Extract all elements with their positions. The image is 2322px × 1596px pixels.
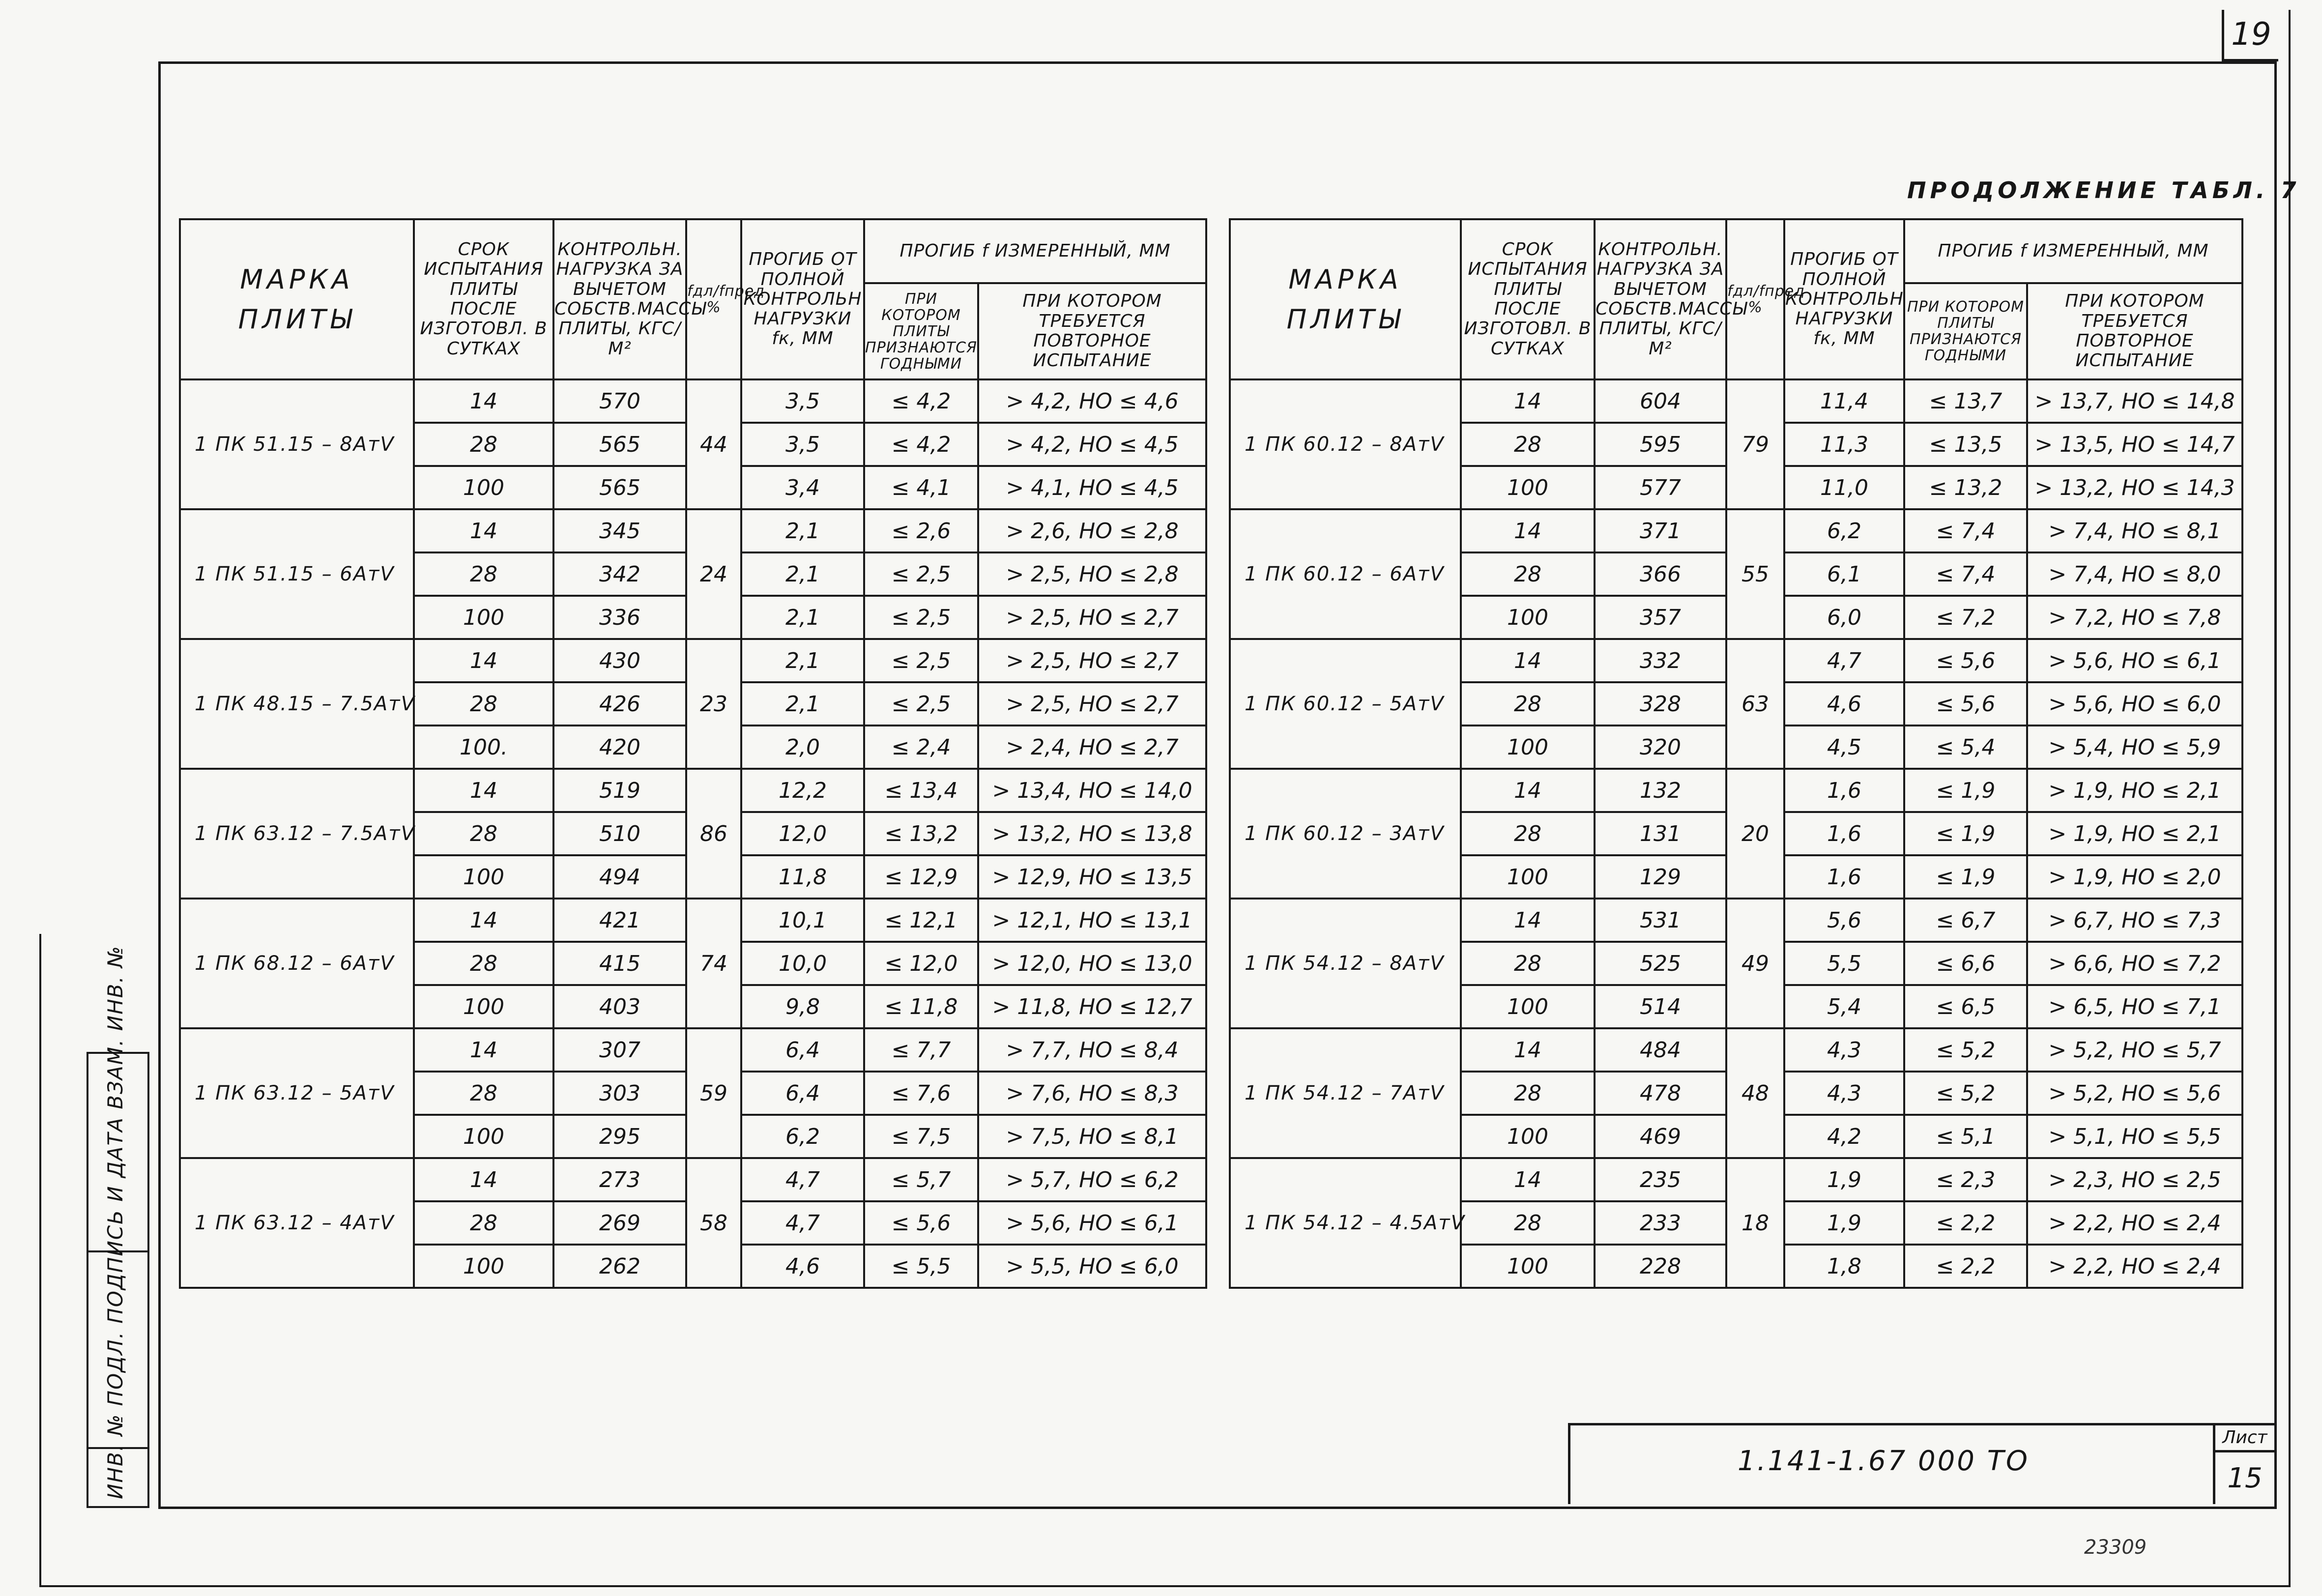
deflection-full: 4,6 [1784,682,1904,725]
control-load: 332 [1595,639,1726,682]
deflection-full: 3,5 [741,423,864,466]
deflection-retest: > 13,2, НО ≤ 13,8 [978,812,1206,855]
test-days: 100 [414,1115,553,1158]
deflection-fit: ≤ 1,9 [1904,855,2027,899]
table-row [1230,899,2242,942]
deflection-full: 10,1 [741,899,864,942]
ratio-percent: 23 [686,639,741,769]
deflection-full: 6,2 [741,1115,864,1158]
test-days: 14 [1461,379,1595,423]
plate-mark: 1 ПК 60.12 – 3АтⅤ [1230,769,1461,899]
deflection-retest: > 12,1, НО ≤ 13,1 [978,899,1206,942]
test-days: 100 [1461,466,1595,509]
plate-mark: 1 ПК 60.12 – 5АтⅤ [1230,639,1461,769]
deflection-full: 11,0 [1784,466,1904,509]
deflection-fit: ≤ 11,8 [864,985,978,1028]
deflection-full: 1,9 [1784,1158,1904,1201]
ratio-percent: 58 [686,1158,741,1288]
ratio-percent: 48 [1726,1028,1784,1158]
header-measured: ПРОГИБ f ИЗМЕРЕННЫЙ, ММ [864,219,1206,283]
deflection-full: 4,7 [1784,639,1904,682]
left-table [179,218,1207,1289]
deflection-fit: ≤ 2,2 [1904,1245,2027,1288]
deflection-retest: > 7,5, НО ≤ 8,1 [978,1115,1206,1158]
control-load: 595 [1595,423,1726,466]
deflection-retest: > 1,9, НО ≤ 2,0 [2027,855,2242,899]
deflection-fit: ≤ 5,7 [864,1158,978,1201]
deflection-fit: ≤ 7,4 [1904,509,2027,552]
plate-mark: 1 ПК 51.15 – 8АтⅤ [180,379,414,509]
control-load: 129 [1595,855,1726,899]
deflection-retest: > 5,7, НО ≤ 6,2 [978,1158,1206,1201]
sheet-edge-left [39,934,41,1585]
control-load: 357 [1595,596,1726,639]
table-row [180,639,1206,682]
test-days: 14 [1461,509,1595,552]
sheet-corner-number: 19 [2222,10,2278,61]
test-days: 100 [414,985,553,1028]
deflection-full: 4,3 [1784,1072,1904,1115]
test-days: 100 [1461,1245,1595,1288]
control-load: 484 [1595,1028,1726,1072]
test-days: 100 [1461,855,1595,899]
test-days: 14 [1461,1158,1595,1201]
deflection-fit: ≤ 13,5 [1904,423,2027,466]
deflection-fit: ≤ 5,2 [1904,1072,2027,1115]
deflection-fit: ≤ 5,6 [864,1201,978,1245]
control-load: 371 [1595,509,1726,552]
plate-mark: 1 ПК 63.12 – 4АтⅤ [180,1158,414,1288]
header-deflection-full: ПРОГИБ ОТ ПОЛНОЙ КОНТРОЛЬН НАГРУЗКИ fк, ММ [741,219,864,379]
side-strip-text: ИНВ. № ПОДЛ. ПОДПИСЬ И ДАТА ВЗАМ. ИНВ. № [103,945,127,1499]
header-ratio: fдл/fпред % [1726,219,1784,379]
header-term: СРОК ИСПЫТАНИЯ ПЛИТЫ ПОСЛЕ ИЗГОТОВЛ. В СУТКАХ [1461,219,1595,379]
test-days: 28 [1461,1201,1595,1245]
deflection-retest: > 13,4, НО ≤ 14,0 [978,769,1206,812]
deflection-retest: > 6,6, НО ≤ 7,2 [2027,942,2242,985]
test-days: 28 [1461,682,1595,725]
test-days: 14 [414,1158,553,1201]
control-load: 510 [553,812,686,855]
table-row [1230,1028,2242,1072]
deflection-retest: > 13,2, НО ≤ 14,3 [2027,466,2242,509]
control-load: 336 [553,596,686,639]
control-load: 295 [553,1115,686,1158]
deflection-full: 5,6 [1784,899,1904,942]
deflection-full: 6,2 [1784,509,1904,552]
deflection-full: 1,6 [1784,855,1904,899]
list-label: Лист [2213,1425,2274,1452]
table-row [180,1158,1206,1201]
deflection-retest: > 7,2, НО ≤ 7,8 [2027,596,2242,639]
control-load: 421 [553,899,686,942]
deflection-retest: > 7,4, НО ≤ 8,1 [2027,509,2242,552]
test-days: 100 [1461,985,1595,1028]
deflection-retest: > 6,5, НО ≤ 7,1 [2027,985,2242,1028]
header-load: КОНТРОЛЬН. НАГРУЗКА ЗА ВЫЧЕТОМ СОБСТВ.МАССЫ ПЛИТЫ, КГС/М² [1595,219,1726,379]
deflection-fit: ≤ 2,3 [1904,1158,2027,1201]
deflection-fit: ≤ 2,5 [864,552,978,596]
test-days: 100 [1461,596,1595,639]
header-ratio: fдл/fпред % [686,219,741,379]
deflection-fit: ≤ 2,5 [864,639,978,682]
control-load: 514 [1595,985,1726,1028]
plate-mark: 1 ПК 54.12 – 7АтⅤ [1230,1028,1461,1158]
deflection-retest: > 2,2, НО ≤ 2,4 [2027,1201,2242,1245]
deflection-fit: ≤ 13,2 [1904,466,2027,509]
header-fit: ПРИ КОТОРОМ ПЛИТЫ ПРИЗНАЮТСЯ ГОДНЫМИ [1904,283,2027,379]
deflection-full: 6,1 [1784,552,1904,596]
header-load: КОНТРОЛЬН. НАГРУЗКА ЗА ВЫЧЕТОМ СОБСТВ.МАССЫ ПЛИТЫ, КГС/М² [553,219,686,379]
deflection-fit: ≤ 4,2 [864,423,978,466]
deflection-full: 5,4 [1784,985,1904,1028]
ratio-percent: 18 [1726,1158,1784,1288]
test-days: 28 [414,423,553,466]
deflection-fit: ≤ 5,4 [1904,725,2027,769]
plate-mark: 1 ПК 63.12 – 7.5АтⅤ [180,769,414,899]
deflection-fit: ≤ 12,1 [864,899,978,942]
control-load: 469 [1595,1115,1726,1158]
control-load: 345 [553,509,686,552]
control-load: 131 [1595,812,1726,855]
document-code: 1.141-1.67 000 ТО [1738,1445,2030,1477]
table-row [180,1028,1206,1072]
deflection-retest: > 4,2, НО ≤ 4,5 [978,423,1206,466]
deflection-fit: ≤ 7,2 [1904,596,2027,639]
header-measured: ПРОГИБ f ИЗМЕРЕННЫЙ, ММ [1904,219,2242,283]
deflection-full: 11,4 [1784,379,1904,423]
deflection-full: 4,7 [741,1158,864,1201]
test-days: 100 [414,596,553,639]
deflection-fit: ≤ 4,1 [864,466,978,509]
table-row [180,769,1206,812]
deflection-fit: ≤ 1,9 [1904,769,2027,812]
ratio-percent: 74 [686,899,741,1028]
test-days: 14 [414,639,553,682]
header-retest: ПРИ КОТОРОМ ТРЕБУЕТСЯ ПОВТОРНОЕ ИСПЫТАНИЕ [2027,283,2242,379]
deflection-fit: ≤ 2,2 [1904,1201,2027,1245]
deflection-full: 1,6 [1784,769,1904,812]
control-load: 228 [1595,1245,1726,1288]
deflection-full: 1,8 [1784,1245,1904,1288]
deflection-fit: ≤ 2,6 [864,509,978,552]
deflection-retest: > 2,5, НО ≤ 2,7 [978,682,1206,725]
deflection-fit: ≤ 13,7 [1904,379,2027,423]
deflection-retest: > 2,4, НО ≤ 2,7 [978,725,1206,769]
deflection-full: 5,5 [1784,942,1904,985]
deflection-retest: > 7,6, НО ≤ 8,3 [978,1072,1206,1115]
deflection-full: 6,0 [1784,596,1904,639]
deflection-fit: ≤ 13,2 [864,812,978,855]
control-load: 577 [1595,466,1726,509]
deflection-fit: ≤ 6,6 [1904,942,2027,985]
control-load: 570 [553,379,686,423]
control-load: 235 [1595,1158,1726,1201]
test-days: 28 [414,552,553,596]
ratio-percent: 55 [1726,509,1784,639]
deflection-fit: ≤ 5,2 [1904,1028,2027,1072]
deflection-retest: > 5,6, НО ≤ 6,1 [2027,639,2242,682]
deflection-full: 2,1 [741,596,864,639]
test-days: 28 [1461,812,1595,855]
control-load: 415 [553,942,686,985]
plate-mark: 1 ПК 60.12 – 8АтⅤ [1230,379,1461,509]
test-days: 28 [414,682,553,725]
control-load: 494 [553,855,686,899]
deflection-retest: > 11,8, НО ≤ 12,7 [978,985,1206,1028]
deflection-fit: ≤ 5,1 [1904,1115,2027,1158]
table-row [1230,509,2242,552]
control-load: 478 [1595,1072,1726,1115]
deflection-full: 2,1 [741,509,864,552]
deflection-fit: ≤ 12,0 [864,942,978,985]
control-load: 262 [553,1245,686,1288]
deflection-full: 3,5 [741,379,864,423]
table-row [180,509,1206,552]
title-stamp [1568,1423,2274,1504]
sheet-edge-bottom [39,1585,2291,1587]
ratio-percent: 20 [1726,769,1784,899]
deflection-retest: > 1,9, НО ≤ 2,1 [2027,769,2242,812]
test-days: 28 [414,942,553,985]
table-row [180,379,1206,423]
control-load: 531 [1595,899,1726,942]
ratio-percent: 24 [686,509,741,639]
deflection-full: 2,1 [741,552,864,596]
plate-mark: 1 ПК 54.12 – 4.5АтⅤ [1230,1158,1461,1288]
control-load: 328 [1595,682,1726,725]
test-days: 100 [414,1245,553,1288]
control-load: 565 [553,423,686,466]
list-number: 15 [2213,1452,2274,1504]
deflection-retest: > 4,2, НО ≤ 4,6 [978,379,1206,423]
test-days: 14 [414,1028,553,1072]
deflection-full: 12,2 [741,769,864,812]
control-load: 366 [1595,552,1726,596]
test-days: 14 [1461,769,1595,812]
sheet-edge-right [2289,10,2291,1585]
control-load: 132 [1595,769,1726,812]
table-row [180,899,1206,942]
deflection-full: 6,4 [741,1028,864,1072]
deflection-fit: ≤ 2,4 [864,725,978,769]
table-row [1230,639,2242,682]
test-days: 28 [1461,942,1595,985]
deflection-retest: > 2,2, НО ≤ 2,4 [2027,1245,2242,1288]
deflection-retest: > 7,4, НО ≤ 8,0 [2027,552,2242,596]
test-days: 28 [414,1201,553,1245]
header-fit: ПРИ КОТОРОМ ПЛИТЫ ПРИЗНАЮТСЯ ГОДНЫМИ [864,283,978,379]
table-row [1230,379,2242,423]
deflection-retest: > 2,5, НО ≤ 2,8 [978,552,1206,596]
control-load: 342 [553,552,686,596]
deflection-fit: ≤ 6,5 [1904,985,2027,1028]
control-load: 320 [1595,725,1726,769]
plate-mark: 1 ПК 60.12 – 6АтⅤ [1230,509,1461,639]
header-mark: МАРКА ПЛИТЫ [180,219,414,379]
deflection-fit: ≤ 5,5 [864,1245,978,1288]
ratio-percent: 59 [686,1028,741,1158]
control-load: 273 [553,1158,686,1201]
plate-mark: 1 ПК 51.15 – 6АтⅤ [180,509,414,639]
control-load: 303 [553,1072,686,1115]
deflection-fit: ≤ 7,5 [864,1115,978,1158]
deflection-full: 11,3 [1784,423,1904,466]
deflection-retest: > 12,0, НО ≤ 13,0 [978,942,1206,985]
test-days: 100 [1461,1115,1595,1158]
test-days: 28 [1461,423,1595,466]
test-days: 14 [414,379,553,423]
ratio-percent: 86 [686,769,741,899]
test-days: 28 [1461,552,1595,596]
deflection-retest: > 4,1, НО ≤ 4,5 [978,466,1206,509]
table-row [1230,769,2242,812]
test-days: 100 [414,855,553,899]
deflection-fit: ≤ 6,7 [1904,899,2027,942]
deflection-full: 9,8 [741,985,864,1028]
right-table-body [1230,379,2242,1288]
control-load: 403 [553,985,686,1028]
test-days: 28 [414,1072,553,1115]
test-days: 100 [1461,725,1595,769]
deflection-fit: ≤ 1,9 [1904,812,2027,855]
deflection-fit: ≤ 7,6 [864,1072,978,1115]
deflection-retest: > 5,2, НО ≤ 5,7 [2027,1028,2242,1072]
test-days: 14 [1461,1028,1595,1072]
deflection-fit: ≤ 7,4 [1904,552,2027,596]
deflection-full: 1,6 [1784,812,1904,855]
deflection-retest: > 13,5, НО ≤ 14,7 [2027,423,2242,466]
test-days: 14 [1461,899,1595,942]
test-days: 28 [414,812,553,855]
deflection-retest: > 5,6, НО ≤ 6,0 [2027,682,2242,725]
left-table-body [180,379,1206,1288]
ratio-percent: 63 [1726,639,1784,769]
control-load: 430 [553,639,686,682]
right-table [1229,218,2243,1289]
deflection-fit: ≤ 7,7 [864,1028,978,1072]
deflection-retest: > 2,3, НО ≤ 2,5 [2027,1158,2242,1201]
ratio-percent: 44 [686,379,741,509]
deflection-full: 4,6 [741,1245,864,1288]
deflection-full: 4,3 [1784,1028,1904,1072]
control-load: 269 [553,1201,686,1245]
header-mark: МАРКА ПЛИТЫ [1230,219,1461,379]
plate-mark: 1 ПК 54.12 – 8АтⅤ [1230,899,1461,1028]
test-days: 100. [414,725,553,769]
deflection-fit: ≤ 4,2 [864,379,978,423]
deflection-retest: > 12,9, НО ≤ 13,5 [978,855,1206,899]
plate-mark: 1 ПК 68.12 – 6АтⅤ [180,899,414,1028]
deflection-retest: > 2,5, НО ≤ 2,7 [978,639,1206,682]
test-days: 14 [414,509,553,552]
deflection-retest: > 2,6, НО ≤ 2,8 [978,509,1206,552]
table-caption: ПРОДОЛЖЕНИЕ ТАБЛ. 7 [1907,177,2300,203]
deflection-retest: > 13,7, НО ≤ 14,8 [2027,379,2242,423]
control-load: 426 [553,682,686,725]
test-days: 100 [414,466,553,509]
plate-mark: 1 ПК 48.15 – 7.5АтⅤ [180,639,414,769]
deflection-retest: > 5,2, НО ≤ 5,6 [2027,1072,2242,1115]
deflection-retest: > 2,5, НО ≤ 2,7 [978,596,1206,639]
plate-mark: 1 ПК 63.12 – 5АтⅤ [180,1028,414,1158]
deflection-retest: > 7,7, НО ≤ 8,4 [978,1028,1206,1072]
ratio-percent: 49 [1726,899,1784,1028]
archive-number: 23309 [2084,1536,2147,1559]
table-row [1230,1158,2242,1201]
deflection-full: 6,4 [741,1072,864,1115]
deflection-full: 1,9 [1784,1201,1904,1245]
header-deflection-full: ПРОГИБ ОТ ПОЛНОЙ КОНТРОЛЬН НАГРУЗКИ fк, ММ [1784,219,1904,379]
deflection-full: 4,2 [1784,1115,1904,1158]
test-days: 14 [414,769,553,812]
test-days: 28 [1461,1072,1595,1115]
deflection-retest: > 5,5, НО ≤ 6,0 [978,1245,1206,1288]
deflection-fit: ≤ 5,6 [1904,682,2027,725]
deflection-full: 3,4 [741,466,864,509]
control-load: 233 [1595,1201,1726,1245]
deflection-full: 2,0 [741,725,864,769]
control-load: 307 [553,1028,686,1072]
control-load: 604 [1595,379,1726,423]
deflection-full: 10,0 [741,942,864,985]
header-retest: ПРИ КОТОРОМ ТРЕБУЕТСЯ ПОВТОРНОЕ ИСПЫТАНИЕ [978,283,1206,379]
deflection-full: 4,7 [741,1201,864,1245]
deflection-fit: ≤ 2,5 [864,682,978,725]
deflection-full: 12,0 [741,812,864,855]
deflection-fit: ≤ 5,6 [1904,639,2027,682]
control-load: 519 [553,769,686,812]
control-load: 420 [553,725,686,769]
deflection-full: 2,1 [741,639,864,682]
test-days: 14 [1461,639,1595,682]
header-term: СРОК ИСПЫТАНИЯ ПЛИТЫ ПОСЛЕ ИЗГОТОВЛ. В СУТКАХ [414,219,553,379]
deflection-retest: > 6,7, НО ≤ 7,3 [2027,899,2242,942]
control-load: 525 [1595,942,1726,985]
deflection-retest: > 5,6, НО ≤ 6,1 [978,1201,1206,1245]
deflection-retest: > 5,1, НО ≤ 5,5 [2027,1115,2242,1158]
deflection-fit: ≤ 12,9 [864,855,978,899]
deflection-fit: ≤ 2,5 [864,596,978,639]
deflection-fit: ≤ 13,4 [864,769,978,812]
test-days: 14 [414,899,553,942]
control-load: 565 [553,466,686,509]
deflection-full: 4,5 [1784,725,1904,769]
deflection-full: 2,1 [741,682,864,725]
ratio-percent: 79 [1726,379,1784,509]
deflection-full: 11,8 [741,855,864,899]
deflection-retest: > 1,9, НО ≤ 2,1 [2027,812,2242,855]
deflection-retest: > 5,4, НО ≤ 5,9 [2027,725,2242,769]
